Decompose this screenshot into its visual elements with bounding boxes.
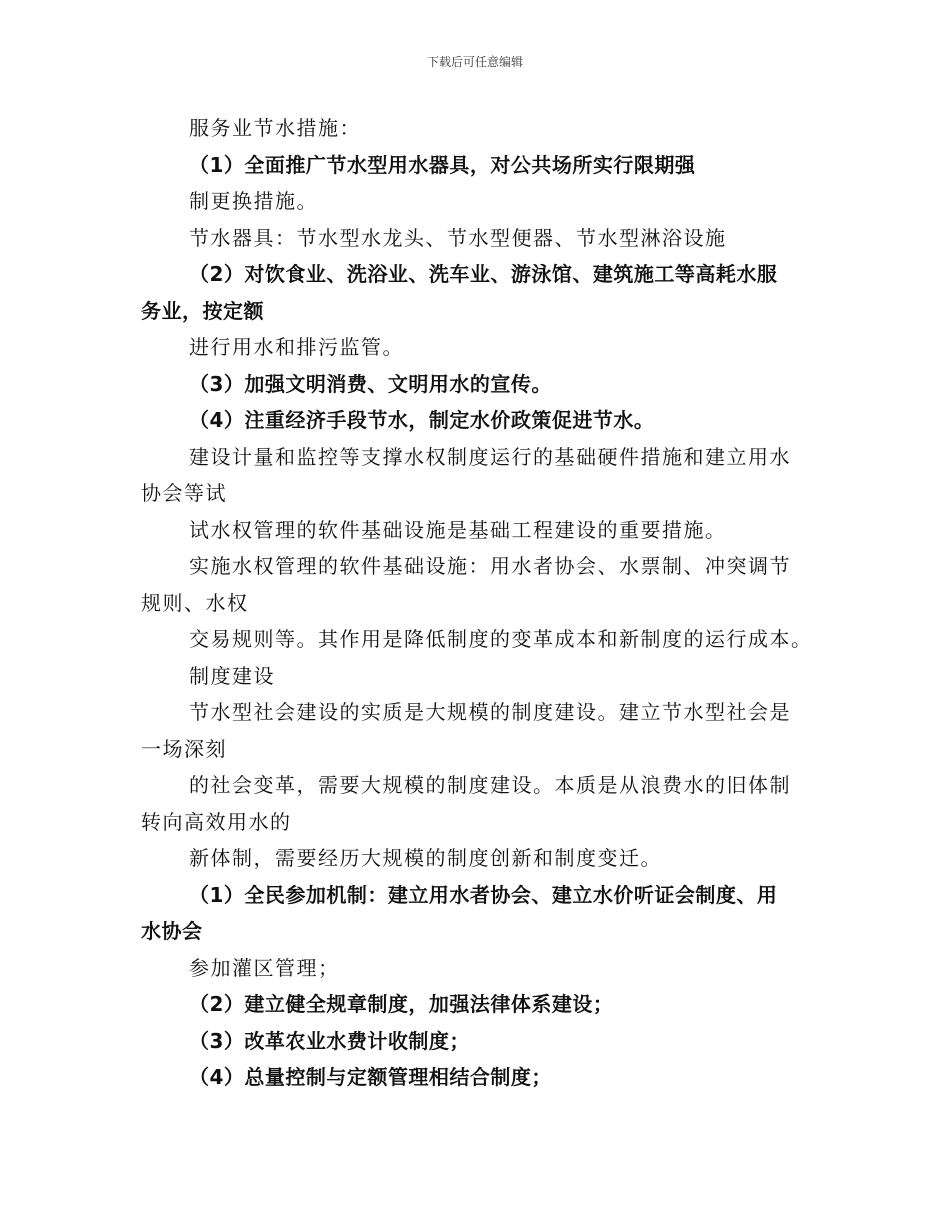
text-line: 制更换措施。 [189,189,318,213]
text-line: 务业，按定额 [141,298,264,323]
text-line: （2）对饮食业、洗浴业、洗车业、游泳馆、建筑施工等高耗水服 [189,262,778,286]
text-line: （3）改革农业水费计收制度； [189,1028,470,1053]
text-line: 交易规则等。其作用是降低制度的变革成本和新制度的运行成本。 [189,627,813,651]
text-line: 协会等试 [141,481,227,505]
text-line: （1）全民参加机制：建立用水者协会、建立水价听证会制度、用 [189,882,778,907]
text-line: （4）注重经济手段节水，制定水价政策促进节水。 [189,408,655,432]
text-line: 一场深刻 [141,736,227,761]
text-line: （4）总量控制与定额管理相结合制度； [189,1065,552,1089]
text-line: 服务业节水措施： [189,116,361,140]
text-line: （3）加强文明消费、文明用水的宣传。 [189,371,552,396]
text-line: 规则、水权 [141,590,249,615]
text-line: 节水器具：节水型水龙头、节水型便器、节水型淋浴设施 [189,225,727,250]
text-line: 建设计量和监控等支撑水权制度运行的基础硬件措施和建立用水 [189,444,791,469]
text-line: 试水权管理的软件基础设施是基础工程建设的重要措施。 [189,517,727,542]
text-line: 参加灌区管理； [189,955,340,980]
text-line: 转向高效用水的 [141,809,292,834]
text-line: 的社会变革，需要大规模的制度建设。本质是从浪费水的旧体制 [189,773,791,797]
text-line: 新体制，需要经历大规模的制度创新和制度变迁。 [189,846,662,870]
page-header-note: 下载后可任意编辑 [426,55,523,69]
text-line: 实施水权管理的软件基础设施：用水者协会、水票制、冲突调节 [189,554,791,578]
text-line: （2）建立健全规章制度，加强法律体系建设； [189,992,614,1016]
text-line: 节水型社会建设的实质是大规模的制度建设。建立节水型社会是 [189,700,791,724]
section-heading: 制度建设 [189,663,275,688]
text-line: 进行用水和排污监管。 [189,335,404,359]
document-body [141,110,813,1096]
text-line: 水协会 [141,919,203,943]
text-line: （1）全面推广节水型用水器具，对公共场所实行限期强 [189,152,696,177]
